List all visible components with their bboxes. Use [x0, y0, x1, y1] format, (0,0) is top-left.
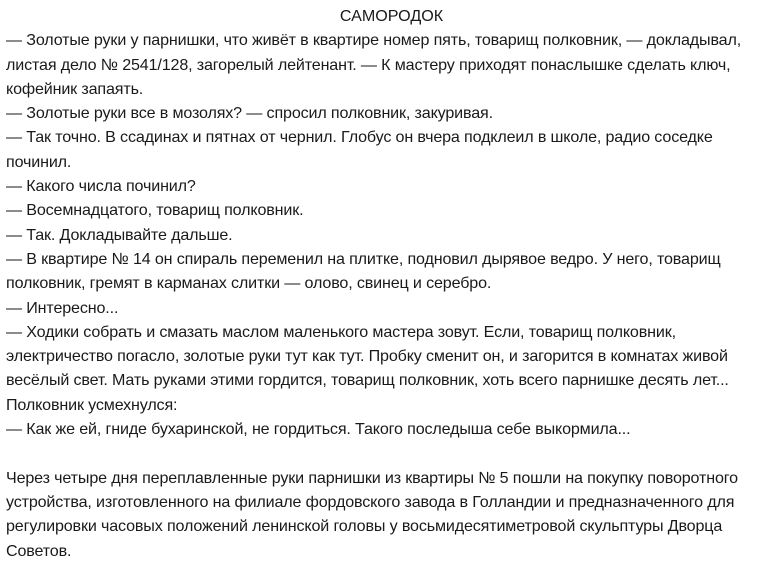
dialogue-line: — Так. Докладывайте дальше.: [6, 225, 233, 244]
dialogue-line: — Золотые руки все в мозолях? — спросил полковник, закуривая.: [6, 104, 493, 123]
closing-paragraph: Через четыре дня переплавленные руки парнишки из квартиры № 5 пошли на покупку поворотного устройства, изготовленного на филиале фордовского завода в Голландии и предназначенного для регулировки часовых положений ленинской головы у восьмидесятиметровой скульптуры Дворца Советов.: [6, 468, 738, 560]
dialogue-line: — Какого числа починил?: [6, 177, 196, 196]
dialogue-line: — Ходики собрать и смазать маслом маленького мастера зовут. Если, товарищ полковник, электричество погасло, золотые руки тут как тут. Пробку сменит он, и загорится в комнатах живой весёлый свет. Мать руками этими гордится, товарищ полковник, хоть всего парнишке десять лет...: [6, 322, 729, 390]
dialogue-line: — Восемнадцатого, товарищ полковник.: [6, 201, 304, 220]
paragraph-gap: [6, 441, 757, 465]
narration-line: Полковник усмехнулся:: [6, 395, 178, 414]
dialogue-line: — Интересно...: [6, 298, 119, 317]
dialogue-line: — В квартире № 14 он спираль переменил на плитке, подновил дырявое ведро. У него, товарищ полковник, гремят в карманах слитки — олово, свинец и серебро.: [6, 249, 721, 293]
dialogue-line: — Золотые руки у парнишки, что живёт в квартире номер пять, товарищ полковник, — докладывал, листая дело № 2541/128, загорелый лейтенант. — К мастеру приходят понаслышке сделать ключ, кофейник запаять.: [6, 31, 742, 98]
dialogue-line: — Так точно. В ссадинах и пятнах от чернил. Глобус он вчера подклеил в школе, радио соседке починил.: [6, 128, 713, 171]
dialogue-line: — Как же ей, гниде бухаринской, не гордиться. Такого последыша себе выкормила...: [6, 420, 631, 439]
story-title: САМОРОДОК: [339, 7, 444, 25]
